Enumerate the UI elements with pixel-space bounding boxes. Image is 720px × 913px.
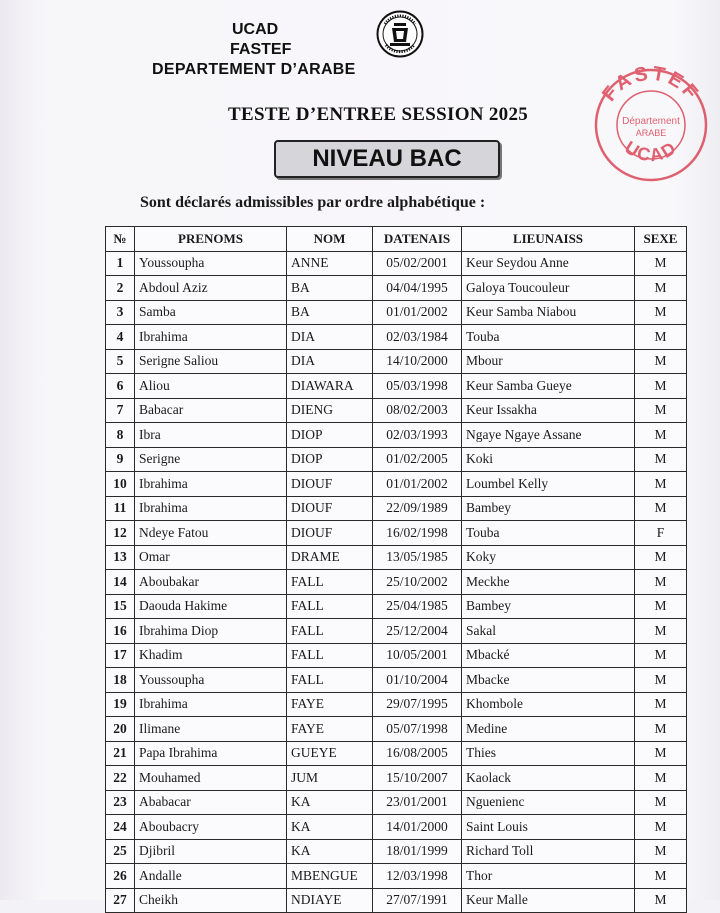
last-name-cell: DIOUF <box>287 472 373 497</box>
sex-cell: M <box>635 447 687 472</box>
first-names-cell: Khadim <box>135 643 287 668</box>
table-row <box>106 325 687 350</box>
birth-date-cell: 05/03/1998 <box>373 374 462 399</box>
sex-cell: M <box>635 594 687 619</box>
table-row <box>106 717 687 742</box>
table-row <box>106 276 687 301</box>
birth-date-cell: 02/03/1984 <box>373 325 462 350</box>
last-name-cell: DIA <box>287 325 373 350</box>
row-number: 2 <box>106 276 135 301</box>
sex-cell: M <box>635 545 687 570</box>
last-name-cell: FALL <box>287 668 373 693</box>
table-row <box>106 790 687 815</box>
birth-place-cell: Bambey <box>462 496 635 521</box>
row-number: 22 <box>106 766 135 791</box>
row-number: 7 <box>106 398 135 423</box>
last-name-cell: FALL <box>287 643 373 668</box>
birth-date-cell: 12/03/1998 <box>373 864 462 889</box>
table-row <box>106 545 687 570</box>
row-number: 23 <box>106 790 135 815</box>
table-row <box>106 374 687 399</box>
table-row <box>106 766 687 791</box>
birth-date-cell: 08/02/2003 <box>373 398 462 423</box>
row-number: 17 <box>106 643 135 668</box>
first-names-cell: Daouda Hakime <box>135 594 287 619</box>
row-number: 1 <box>106 251 135 276</box>
row-number: 25 <box>106 839 135 864</box>
first-names-cell: Andalle <box>135 864 287 889</box>
sex-cell: F <box>635 521 687 546</box>
sex-cell: M <box>635 423 687 448</box>
birth-date-cell: 16/02/1998 <box>373 521 462 546</box>
table-row <box>106 619 687 644</box>
last-name-cell: KA <box>287 839 373 864</box>
header-faculty: FASTEF <box>230 41 292 58</box>
sex-cell: M <box>635 619 687 644</box>
birth-date-cell: 23/01/2001 <box>373 790 462 815</box>
first-names-cell: Aboubakar <box>135 570 287 595</box>
first-names-cell: Babacar <box>135 398 287 423</box>
first-names-cell: Aliou <box>135 374 287 399</box>
sex-cell: M <box>635 741 687 766</box>
table-row <box>106 300 687 325</box>
birth-date-cell: 01/10/2004 <box>373 668 462 693</box>
table-row <box>106 815 687 840</box>
row-number: 11 <box>106 496 135 521</box>
first-names-cell: Serigne <box>135 447 287 472</box>
birth-date-cell: 05/02/2001 <box>373 251 462 276</box>
last-name-cell: FAYE <box>287 692 373 717</box>
birth-place-cell: Richard Toll <box>462 839 635 864</box>
birth-date-cell: 15/10/2007 <box>373 766 462 791</box>
sex-cell: M <box>635 815 687 840</box>
birth-date-cell: 22/09/1989 <box>373 496 462 521</box>
sex-cell: M <box>635 888 687 913</box>
birth-place-cell: Bambey <box>462 594 635 619</box>
birth-place-cell: Saint Louis <box>462 815 635 840</box>
admitted-candidates-table <box>105 226 687 913</box>
birth-date-cell: 10/05/2001 <box>373 643 462 668</box>
birth-place-cell: Sakal <box>462 619 635 644</box>
level-label-box <box>274 140 500 178</box>
stamp-top-text: FASTEF <box>598 66 704 106</box>
birth-date-cell: 25/12/2004 <box>373 619 462 644</box>
sex-cell: M <box>635 839 687 864</box>
birth-date-cell: 25/04/1985 <box>373 594 462 619</box>
header-department: DEPARTEMENT D’ARABE <box>152 61 356 78</box>
first-names-cell: Ilimane <box>135 717 287 742</box>
birth-place-cell: Mbour <box>462 349 635 374</box>
birth-place-cell: Thies <box>462 741 635 766</box>
first-names-cell: Ibrahima <box>135 692 287 717</box>
row-number: 4 <box>106 325 135 350</box>
header-sex: SEXE <box>635 227 687 252</box>
department-stamp <box>592 66 710 184</box>
birth-date-cell: 27/07/1991 <box>373 888 462 913</box>
first-names-cell: Ibrahima <box>135 472 287 497</box>
document-title: TESTE D’ENTREE SESSION 2025 <box>228 104 529 125</box>
sex-cell: M <box>635 325 687 350</box>
last-name-cell: ANNE <box>287 251 373 276</box>
row-number: 21 <box>106 741 135 766</box>
last-name-cell: DIENG <box>287 398 373 423</box>
table-row <box>106 423 687 448</box>
row-number: 12 <box>106 521 135 546</box>
table-row <box>106 839 687 864</box>
birth-place-cell: Keur Seydou Anne <box>462 251 635 276</box>
last-name-cell: BA <box>287 300 373 325</box>
birth-date-cell: 04/04/1995 <box>373 276 462 301</box>
last-name-cell: FALL <box>287 570 373 595</box>
last-name-cell: FALL <box>287 619 373 644</box>
first-names-cell: Youssoupha <box>135 251 287 276</box>
birth-place-cell: Medine <box>462 717 635 742</box>
row-number: 13 <box>106 545 135 570</box>
first-names-cell: Ibrahima <box>135 496 287 521</box>
row-number: 26 <box>106 864 135 889</box>
last-name-cell: JUM <box>287 766 373 791</box>
birth-place-cell: Koki <box>462 447 635 472</box>
row-number: 9 <box>106 447 135 472</box>
sex-cell: M <box>635 790 687 815</box>
table-row <box>106 447 687 472</box>
first-names-cell: Ndeye Fatou <box>135 521 287 546</box>
last-name-cell: DIAWARA <box>287 374 373 399</box>
first-names-cell: Ibrahima Diop <box>135 619 287 644</box>
first-names-cell: Djibril <box>135 839 287 864</box>
birth-place-cell: Keur Issakha <box>462 398 635 423</box>
sex-cell: M <box>635 374 687 399</box>
last-name-cell: MBENGUE <box>287 864 373 889</box>
first-names-cell: Samba <box>135 300 287 325</box>
sex-cell: M <box>635 864 687 889</box>
birth-date-cell: 05/07/1998 <box>373 717 462 742</box>
level-label: NIVEAU BAC <box>312 145 462 172</box>
last-name-cell: BA <box>287 276 373 301</box>
admission-statement: Sont déclarés admissibles par ordre alphabétique : <box>140 194 486 211</box>
birth-place-cell: Keur Samba Niabou <box>462 300 635 325</box>
row-number: 18 <box>106 668 135 693</box>
table-row <box>106 741 687 766</box>
last-name-cell: DRAME <box>287 545 373 570</box>
last-name-cell: KA <box>287 815 373 840</box>
last-name-cell: DIA <box>287 349 373 374</box>
table-header-row <box>106 227 687 252</box>
header-last-name: NOM <box>287 227 373 252</box>
birth-date-cell: 29/07/1995 <box>373 692 462 717</box>
sex-cell: M <box>635 766 687 791</box>
birth-place-cell: Keur Malle <box>462 888 635 913</box>
last-name-cell: GUEYE <box>287 741 373 766</box>
last-name-cell: DIOP <box>287 447 373 472</box>
last-name-cell: FAYE <box>287 717 373 742</box>
table-row <box>106 570 687 595</box>
birth-place-cell: Mbacké <box>462 643 635 668</box>
birth-place-cell: Nguenienc <box>462 790 635 815</box>
first-names-cell: Cheikh <box>135 888 287 913</box>
last-name-cell: DIOUF <box>287 496 373 521</box>
first-names-cell: Abdoul Aziz <box>135 276 287 301</box>
birth-place-cell: Ngaye Ngaye Assane <box>462 423 635 448</box>
sex-cell: M <box>635 300 687 325</box>
last-name-cell: KA <box>287 790 373 815</box>
header-number: № <box>106 227 135 252</box>
row-number: 19 <box>106 692 135 717</box>
header-birth-place: LIEUNAISS <box>462 227 635 252</box>
header-birth-date: DATENAIS <box>373 227 462 252</box>
first-names-cell: Ibrahima <box>135 325 287 350</box>
sex-cell: M <box>635 496 687 521</box>
stamp-middle-line2: ARABE <box>635 128 667 138</box>
sex-cell: M <box>635 251 687 276</box>
last-name-cell: DIOUF <box>287 521 373 546</box>
table-row <box>106 251 687 276</box>
birth-place-cell: Keur Samba Gueye <box>462 374 635 399</box>
table-row <box>106 472 687 497</box>
table-row <box>106 888 687 913</box>
birth-place-cell: Koky <box>462 545 635 570</box>
table-row <box>106 496 687 521</box>
birth-date-cell: 25/10/2002 <box>373 570 462 595</box>
table-row <box>106 349 687 374</box>
table-row <box>106 692 687 717</box>
birth-date-cell: 02/03/1993 <box>373 423 462 448</box>
birth-date-cell: 01/01/2002 <box>373 300 462 325</box>
birth-date-cell: 16/08/2005 <box>373 741 462 766</box>
first-names-cell: Ibra <box>135 423 287 448</box>
first-names-cell: Serigne Saliou <box>135 349 287 374</box>
row-number: 8 <box>106 423 135 448</box>
last-name-cell: DIOP <box>287 423 373 448</box>
birth-date-cell: 01/01/2002 <box>373 472 462 497</box>
birth-date-cell: 13/05/1985 <box>373 545 462 570</box>
svg-text:UCAD <box>621 137 681 165</box>
table-row <box>106 594 687 619</box>
birth-place-cell: Touba <box>462 325 635 350</box>
birth-place-cell: Touba <box>462 521 635 546</box>
birth-place-cell: Mbacke <box>462 668 635 693</box>
stamp-middle-line1: Département <box>622 116 680 127</box>
sex-cell: M <box>635 643 687 668</box>
birth-place-cell: Loumbel Kelly <box>462 472 635 497</box>
row-number: 10 <box>106 472 135 497</box>
first-names-cell: Papa Ibrahima <box>135 741 287 766</box>
row-number: 14 <box>106 570 135 595</box>
university-seal-icon <box>376 10 424 58</box>
header-first-names: PRENOMS <box>135 227 287 252</box>
sex-cell: M <box>635 717 687 742</box>
sex-cell: M <box>635 349 687 374</box>
birth-place-cell: Meckhe <box>462 570 635 595</box>
row-number: 15 <box>106 594 135 619</box>
stamp-bottom-text: UCAD <box>621 137 681 166</box>
birth-place-cell: Galoya Toucouleur <box>462 276 635 301</box>
last-name-cell: FALL <box>287 594 373 619</box>
row-number: 6 <box>106 374 135 399</box>
row-number: 24 <box>106 815 135 840</box>
sex-cell: M <box>635 398 687 423</box>
birth-place-cell: Khombole <box>462 692 635 717</box>
sex-cell: M <box>635 472 687 497</box>
sex-cell: M <box>635 692 687 717</box>
first-names-cell: Youssoupha <box>135 668 287 693</box>
first-names-cell: Omar <box>135 545 287 570</box>
first-names-cell: Aboubacry <box>135 815 287 840</box>
sex-cell: M <box>635 570 687 595</box>
table-row <box>106 521 687 546</box>
birth-date-cell: 01/02/2005 <box>373 447 462 472</box>
birth-date-cell: 14/10/2000 <box>373 349 462 374</box>
table-row <box>106 864 687 889</box>
header-university: UCAD <box>232 21 279 38</box>
last-name-cell: NDIAYE <box>287 888 373 913</box>
row-number: 20 <box>106 717 135 742</box>
birth-date-cell: 14/01/2000 <box>373 815 462 840</box>
table-body <box>106 251 687 913</box>
institution-header <box>152 20 412 80</box>
table-row <box>106 398 687 423</box>
first-names-cell: Ababacar <box>135 790 287 815</box>
first-names-cell: Mouhamed <box>135 766 287 791</box>
table-row <box>106 643 687 668</box>
sex-cell: M <box>635 276 687 301</box>
birth-place-cell: Kaolack <box>462 766 635 791</box>
row-number: 5 <box>106 349 135 374</box>
row-number: 16 <box>106 619 135 644</box>
row-number: 27 <box>106 888 135 913</box>
sex-cell: M <box>635 668 687 693</box>
table-row <box>106 668 687 693</box>
birth-place-cell: Thor <box>462 864 635 889</box>
row-number: 3 <box>106 300 135 325</box>
birth-date-cell: 18/01/1999 <box>373 839 462 864</box>
